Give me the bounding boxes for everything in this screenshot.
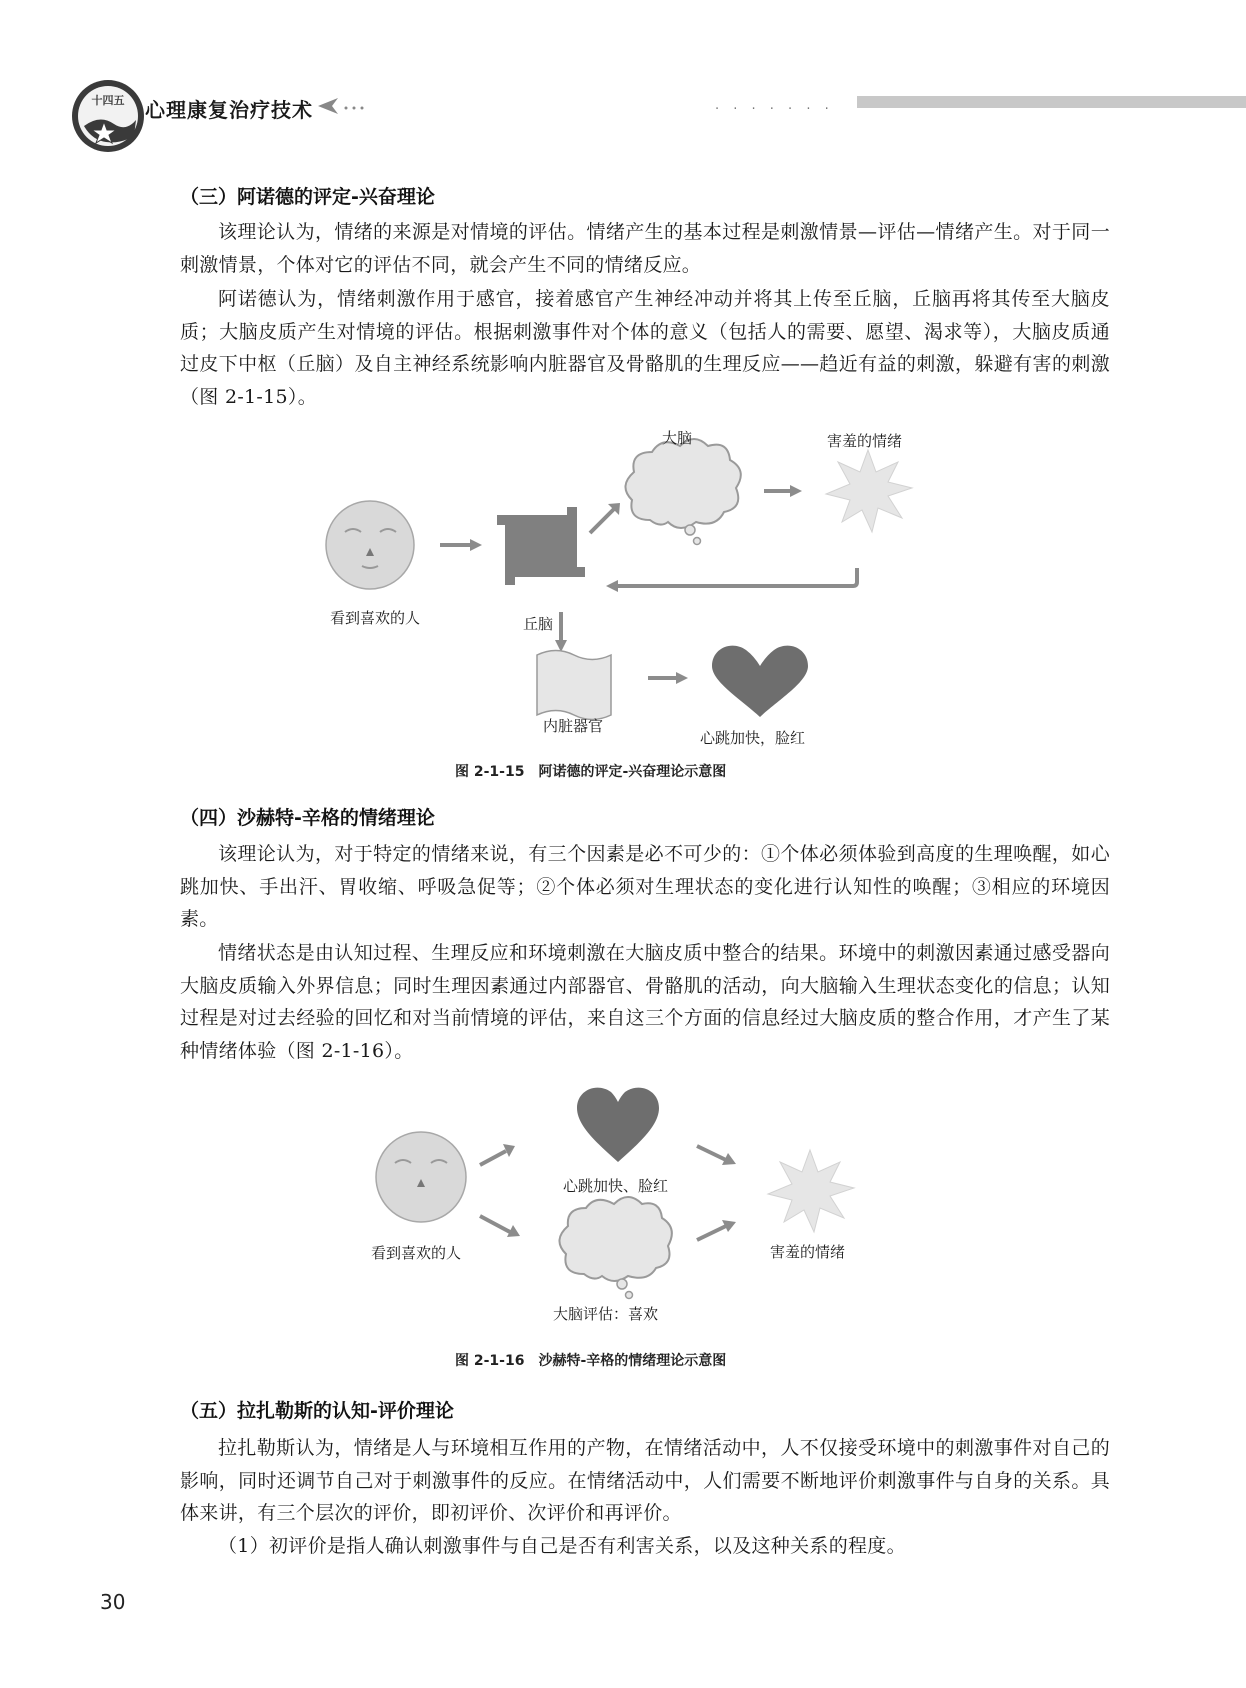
arrow-up-right-icon bbox=[697, 1220, 736, 1240]
fig2-label-person: 看到喜欢的人 bbox=[371, 1244, 462, 1262]
page-number: 30 bbox=[100, 1590, 126, 1614]
section-heading-4: （四）沙赫特-辛格的情绪理论 bbox=[180, 807, 435, 829]
arrow-down-right-icon bbox=[697, 1146, 736, 1165]
fig2-label-emotion: 害羞的情绪 bbox=[770, 1243, 846, 1261]
figure-caption: 图 2-1-16 沙赫特-辛格的情绪理论示意图 bbox=[455, 1353, 727, 1369]
paragraph: 该理论认为，情绪的来源是对情境的评估。情绪产生的基本过程是刺激情景—评估—情绪产生。对于同一刺激情景，个体对它的评估不同，就会产生不同的情绪反应。 bbox=[180, 221, 1110, 276]
arrow-down-right-icon bbox=[480, 1216, 520, 1237]
fig1-label-response: 心跳加快，脸红 bbox=[700, 729, 806, 747]
fig1-label-person: 看到喜欢的人 bbox=[330, 609, 421, 627]
book-title: 心理康复治疗技术 bbox=[145, 98, 313, 122]
figure-caption: 图 2-1-15 阿诺德的评定-兴奋理论示意图 bbox=[455, 764, 727, 780]
header-dots: · · · · · · · bbox=[715, 102, 834, 117]
brain-cloud-icon bbox=[559, 1197, 671, 1299]
starburst-icon bbox=[768, 1150, 854, 1232]
fig2-label-brain: 大脑评估：喜欢 bbox=[553, 1305, 659, 1323]
fig1-label-brain: 大脑 bbox=[662, 429, 693, 447]
arrow-up-right-icon bbox=[480, 1144, 515, 1165]
section-heading-3: （三）阿诺德的评定-兴奋理论 bbox=[180, 186, 435, 208]
logo-badge-text: 十四五 bbox=[91, 94, 125, 107]
fig1-label-thalamus: 丘脑 bbox=[523, 615, 554, 633]
paragraph: （1）初评价是指人确认刺激事件与自己是否有利害关系，以及这种关系的程度。 bbox=[218, 1535, 906, 1557]
paragraph: 情绪状态是由认知过程、生理反应和环境刺激在大脑皮质中整合的结果。环境中的刺激因素通过感受器向大脑皮质输入外界信息；同时生理因素通过内部器官、骨骼肌的活动，向大脑输入生理状态变化的信息；认知过程是对过去经验的回忆和对当前情境的评估，来自这三个方面的信息经过大脑皮质的整合作用，才产生了某种情绪体验（图 2-1-16）。 bbox=[180, 942, 1110, 1062]
section-heading-5: （五）拉扎勒斯的认知-评价理论 bbox=[180, 1400, 454, 1422]
paragraph: 拉扎勒斯认为，情绪是人与环境相互作用的产物，在情绪活动中，人不仅接受环境中的刺激事件对自己的影响，同时还调节自己对于刺激事件的反应。在情绪活动中，人们需要不断地评价刺激事件与自身的关系。具体来讲，有三个层次的评价，即初评价、次评价和再评价。 bbox=[180, 1437, 1110, 1524]
paragraph: 阿诺德认为，情绪刺激作用于感官，接着感官产生神经冲动并将其上传至丘脑，丘脑再将其传至大脑皮质；大脑皮质产生对情境的评估。根据刺激事件对个体的意义（包括人的需要、愿望、渴求等），大脑皮质通过皮下中枢（丘脑）及自主神经系统影响内脏器官及骨骼肌的生理反应——趋近有益的刺激，躲避有害的刺激（图 2-1-15）。 bbox=[180, 288, 1110, 408]
smiley-face-icon bbox=[376, 1132, 466, 1222]
paragraph: 该理论认为，对于特定的情绪来说，有三个因素是必不可少的：①个体必须体验到高度的生理唤醒，如心跳加快、手出汗、胃收缩、呼吸急促等；②个体必须对生理状态的变化进行认知性的唤醒；③相应的环境因素。 bbox=[180, 843, 1110, 930]
fig1-label-emotion: 害羞的情绪 bbox=[827, 432, 903, 450]
fig1-label-organs: 内脏器官 bbox=[543, 717, 604, 735]
heart-icon bbox=[577, 1088, 659, 1162]
fig2-label-heart: 心跳加快、脸红 bbox=[563, 1177, 669, 1195]
